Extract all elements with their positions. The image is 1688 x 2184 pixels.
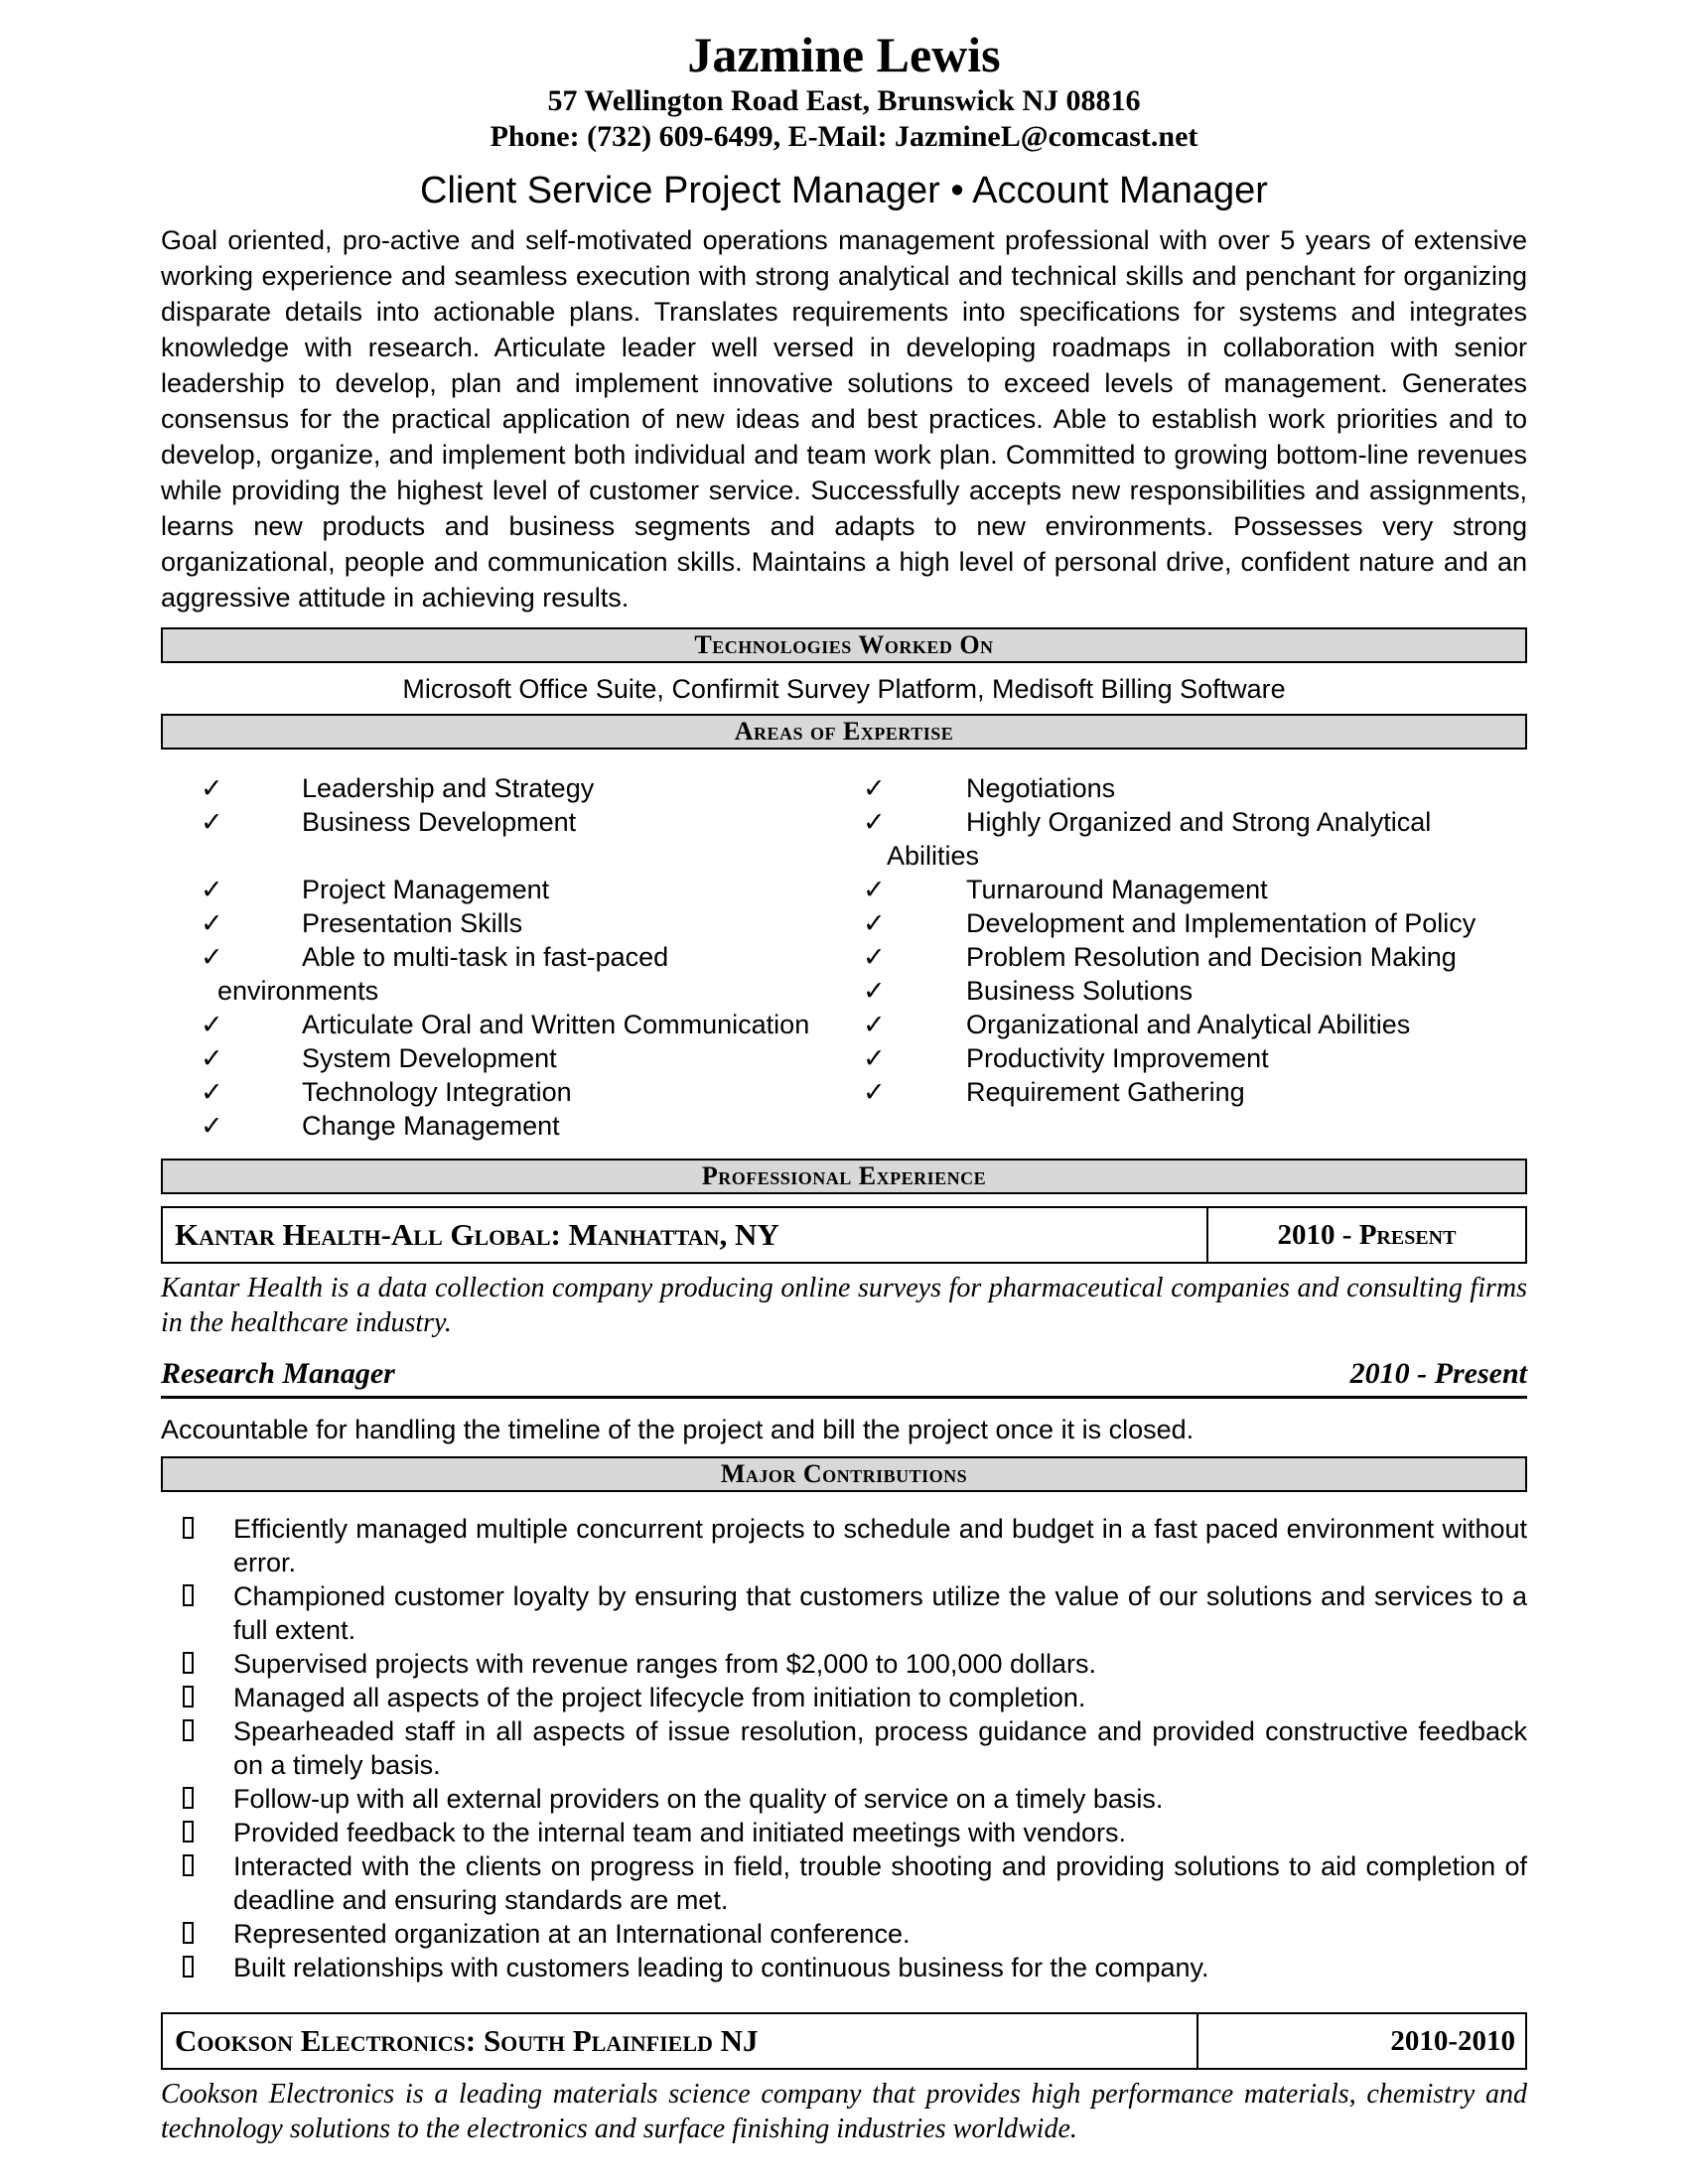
expertise-row xyxy=(161,1008,1527,1041)
expertise-row xyxy=(161,974,1527,1008)
expertise-grid xyxy=(161,771,1527,1143)
check-icon: ✓ xyxy=(863,976,886,1006)
contribution-text: Follow-up with all external providers on the quality of service on a timely basis. xyxy=(233,1784,1164,1814)
bullet-box-icon xyxy=(183,1787,194,1809)
contribution-text: Interacted with the clients on progress in field, trouble shooting and providing solutions to aid completion of deadline and ensuring standards are met. xyxy=(233,1851,1527,1915)
contribution-item xyxy=(161,1951,1527,1984)
job-dates: 2010 - Present xyxy=(1206,1208,1525,1262)
expertise-row xyxy=(161,906,1527,940)
expertise-item-label: Presentation Skills xyxy=(302,908,523,938)
expertise-row xyxy=(161,873,1527,906)
role-title: Research Manager xyxy=(161,1357,395,1390)
bullet-box-icon xyxy=(183,1584,194,1606)
job-description: Kantar Health is a data collection company producing online surveys for pharmaceutical companies and consulting firms in the healthcare industry. xyxy=(161,1273,1527,1338)
expertise-row xyxy=(161,1075,1527,1109)
check-icon: ✓ xyxy=(863,773,886,803)
bullet-box-icon xyxy=(183,1956,194,1978)
bullet-box-icon xyxy=(183,1517,194,1539)
expertise-item-label: Articulate Oral and Written Communication xyxy=(302,1010,810,1039)
contribution-text: Managed all aspects of the project lifecycle from initiation to completion. xyxy=(233,1683,1086,1712)
expertise-item-label: Problem Resolution and Decision Making xyxy=(966,942,1457,972)
contribution-text: Championed customer loyalty by ensuring that customers utilize the value of our solutions and services to a full extent. xyxy=(233,1581,1527,1645)
expertise-item-label: Change Management xyxy=(302,1111,560,1141)
job-description: Cookson Electronics is a leading materials science company that provides high performance materials, chemistry and technology solutions to the electronics and surface finishing industries worldwide. xyxy=(161,2079,1527,2144)
technologies-list: Microsoft Office Suite, Confirmit Survey Platform, Medisoft Billing Software xyxy=(402,674,1286,704)
check-icon: ✓ xyxy=(201,875,223,904)
check-icon: ✓ xyxy=(863,908,886,938)
expertise-item-label: Abilities xyxy=(887,841,980,871)
role-row xyxy=(161,1356,1527,1399)
expertise-item-label: Leadership and Strategy xyxy=(302,773,595,803)
check-icon: ✓ xyxy=(201,1077,223,1107)
expertise-item-label: Project Management xyxy=(302,875,550,904)
expertise-item-label: System Development xyxy=(302,1043,557,1073)
expertise-row xyxy=(161,1109,1527,1143)
check-icon: ✓ xyxy=(863,875,886,904)
contribution-text: Provided feedback to the internal team and initiated meetings with vendors. xyxy=(233,1818,1127,1847)
expertise-item-label: Business Solutions xyxy=(966,976,1194,1006)
contribution-item xyxy=(161,1714,1527,1782)
check-icon: ✓ xyxy=(201,1111,223,1141)
contribution-text: Built relationships with customers leading to continuous business for the company. xyxy=(233,1953,1209,1982)
contribution-item xyxy=(161,1579,1527,1647)
header-address: 57 Wellington Road East, Brunswick NJ 08816 xyxy=(547,84,1141,117)
contribution-item xyxy=(161,1816,1527,1849)
expertise-item-label: Negotiations xyxy=(966,773,1116,803)
expertise-row xyxy=(161,1041,1527,1075)
check-icon: ✓ xyxy=(201,773,223,803)
section-bar-experience: Professional Experience xyxy=(161,1159,1527,1194)
check-icon: ✓ xyxy=(863,942,886,972)
company-name: Cookson Electronics: South Plainfield NJ xyxy=(175,2023,759,2058)
expertise-item-label: Business Development xyxy=(302,807,577,837)
bullet-box-icon xyxy=(183,1686,194,1707)
bullet-box-icon xyxy=(183,1652,194,1674)
check-icon: ✓ xyxy=(863,807,886,837)
bullet-box-icon xyxy=(183,1854,194,1876)
section-bar-technologies: Technologies Worked On xyxy=(161,627,1527,663)
bullet-box-icon xyxy=(183,1719,194,1741)
contributions-list xyxy=(161,1512,1527,1984)
header-name: Jazmine Lewis xyxy=(687,27,1001,82)
expertise-item-label: environments xyxy=(217,976,379,1006)
company-name: Kantar Health-All Global: Manhattan, NY xyxy=(175,1217,779,1252)
check-icon: ✓ xyxy=(863,1077,886,1107)
expertise-item-label: Development and Implementation of Policy xyxy=(966,908,1477,938)
expertise-item-label: Able to multi-task in fast-paced xyxy=(302,942,669,972)
expertise-row xyxy=(161,940,1527,974)
header-contact: Phone: (732) 609-6499, E-Mail: JazmineL@comcast.net xyxy=(490,120,1198,153)
check-icon: ✓ xyxy=(863,1010,886,1039)
resume-title: Client Service Project Manager • Account Manager xyxy=(420,170,1268,211)
summary-paragraph: Goal oriented, pro-active and self-motivated operations management professional with over 5 years of extensive working experience and seamless execution with strong analytical and technical skills and penchant for organizing disparate details into actionable plans. Translates requirements into specifications for systems and integrates knowledge with research. Articulate leader well versed in developing roadmaps in collaboration with senior leadership to develop, plan and implement innovative solutions to exceed levels of management. Generates consensus for the practical application of new ideas and best practices. Able to establish work priorities and to develop, organize, and implement both individual and team work plan. Committed to growing bottom-line revenues while providing the highest level of customer service. Successfully accepts new responsibilities and assignments, learns new products and business segments and adapts to new environments. Possesses very strong organizational, people and communication skills. Maintains a high level of personal drive, confident nature and an aggressive attitude in achieving results. xyxy=(161,225,1527,613)
check-icon: ✓ xyxy=(201,1043,223,1073)
contribution-item xyxy=(161,1647,1527,1681)
expertise-row xyxy=(161,839,1527,873)
contribution-text: Efficiently managed multiple concurrent projects to schedule and budget in a fast paced environment without error. xyxy=(233,1514,1527,1577)
check-icon: ✓ xyxy=(201,807,223,837)
expertise-item-label: Turnaround Management xyxy=(966,875,1268,904)
bullet-box-icon xyxy=(183,1922,194,1944)
expertise-row xyxy=(161,771,1527,805)
section-bar-contributions: Major Contributions xyxy=(161,1456,1527,1492)
contribution-text: Supervised projects with revenue ranges from $2,000 to 100,000 dollars. xyxy=(233,1649,1097,1679)
expertise-item-label: Organizational and Analytical Abilities xyxy=(966,1010,1411,1039)
job-dates: 2010-2010 xyxy=(1196,2014,1525,2068)
check-icon: ✓ xyxy=(201,942,223,972)
job-header-row xyxy=(161,1206,1527,1264)
check-icon: ✓ xyxy=(863,1043,886,1073)
expertise-item-label: Technology Integration xyxy=(302,1077,572,1107)
contribution-item xyxy=(161,1849,1527,1917)
check-icon: ✓ xyxy=(201,908,223,938)
section-bar-expertise: Areas of Expertise xyxy=(161,714,1527,750)
expertise-item-label: Productivity Improvement xyxy=(966,1043,1269,1073)
contribution-text: Spearheaded staff in all aspects of issue resolution, process guidance and provided constructive feedback on a timely basis. xyxy=(233,1716,1527,1780)
expertise-row xyxy=(161,805,1527,839)
contribution-item xyxy=(161,1681,1527,1714)
check-icon: ✓ xyxy=(201,1010,223,1039)
bullet-box-icon xyxy=(183,1821,194,1843)
role-summary: Accountable for handling the timeline of the project and bill the project once it is closed. xyxy=(161,1415,1195,1444)
contribution-text: Represented organization at an International conference. xyxy=(233,1919,911,1949)
role-dates: 2010 - Present xyxy=(1349,1357,1527,1390)
expertise-item-label: Highly Organized and Strong Analytical xyxy=(966,807,1432,837)
job-header-row xyxy=(161,2012,1527,2070)
expertise-item-label: Requirement Gathering xyxy=(966,1077,1245,1107)
contribution-item xyxy=(161,1512,1527,1579)
contribution-item xyxy=(161,1782,1527,1816)
contribution-item xyxy=(161,1917,1527,1951)
